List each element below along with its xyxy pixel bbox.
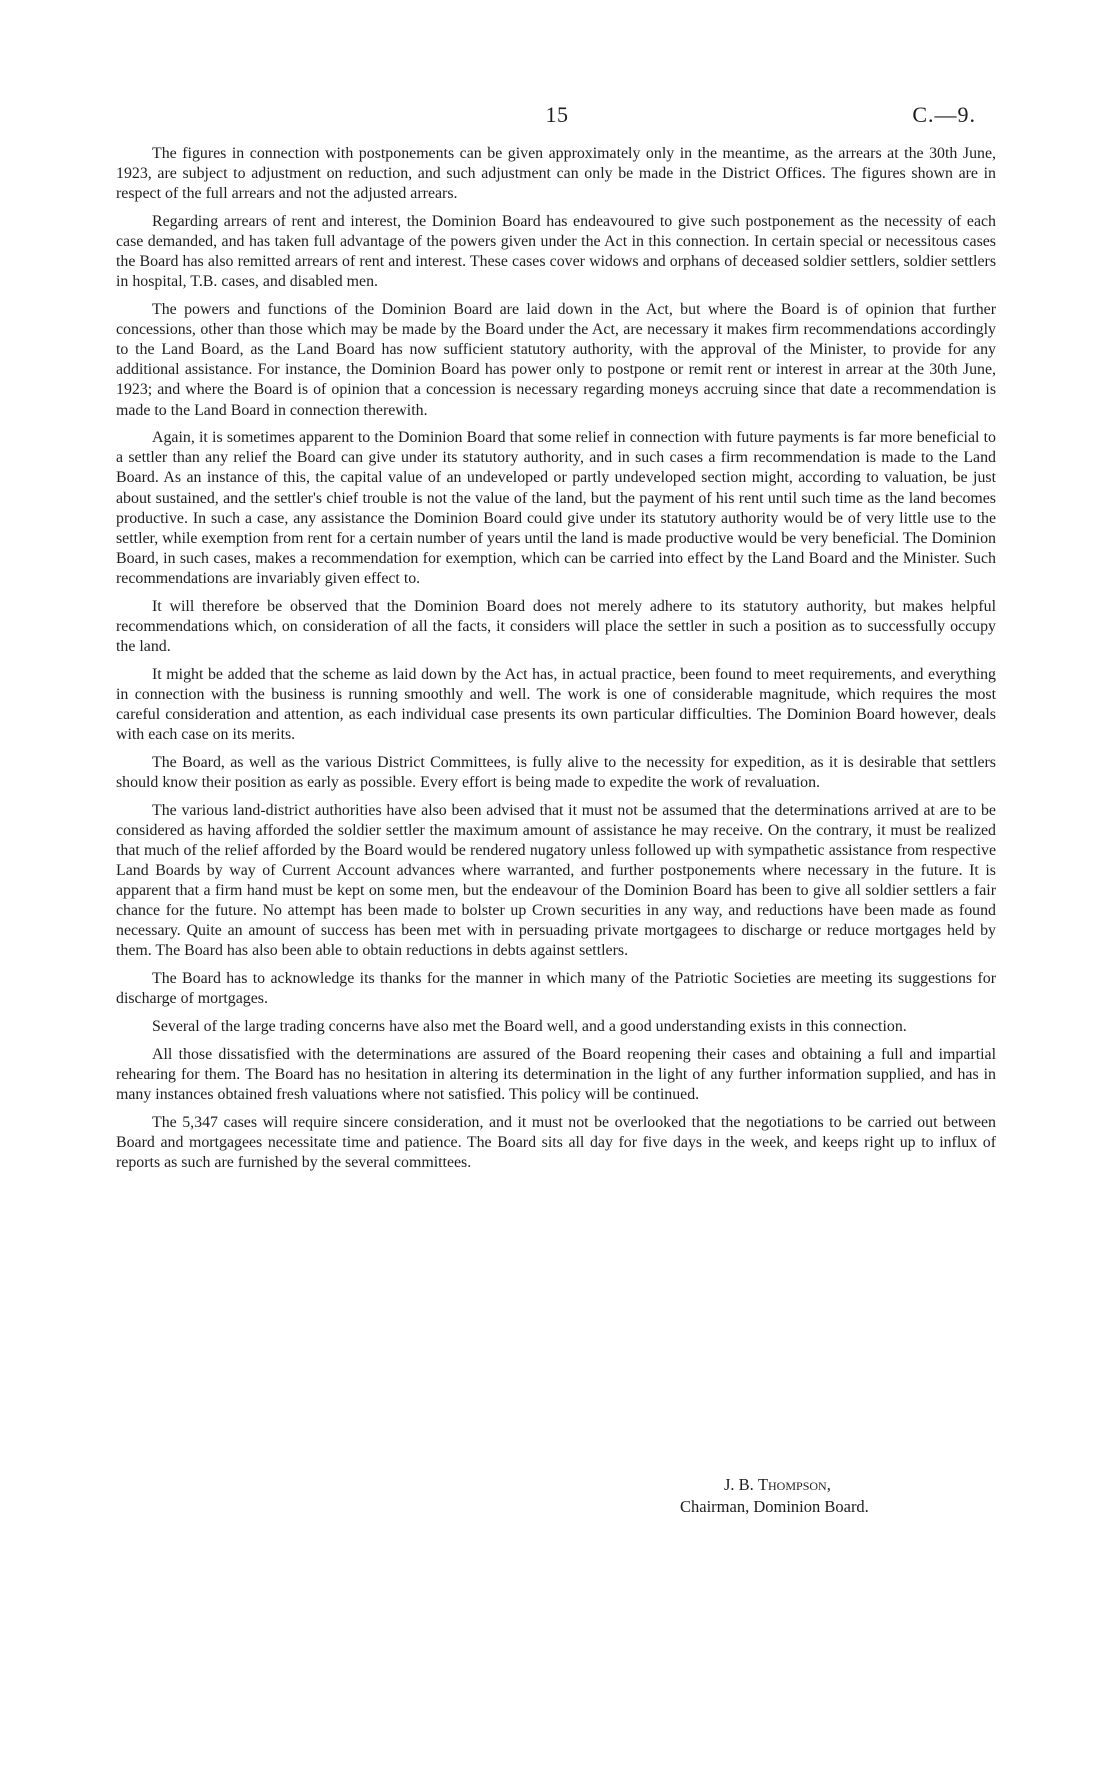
paragraph-powers-functions: The powers and functions of the Dominion Board are laid down in the Act, but where the Board is of opinion that further concessions, other than those which may be made by the Board under the Act, are necessary it makes firm recommendations accordingly to the Land Board, as the Land Board has now sufficient statutory authority, with the approval of the Minister, to provide for any additional assistance. For instance, the Dominion Board has power only to postpone or remit rent or interest in arrear at the 30th June, 1923; and where the Board is of opinion that a concession is necessary regarding moneys accruing since that date a recommendation is made to the Land Board in connection therewith. <box>116 301 996 419</box>
paragraph-scheme-practice: It might be added that the scheme as laid down by the Act has, in actual practice, been found to meet requirements, and everything in connection with the business is running smoothly and well. The work is one of considerable magnitude, which requires the most careful consideration and attention, as each individual case presents its own particular difficulties. The Dominion Board however, deals with each case on its merits. <box>116 665 996 743</box>
paragraph-helpful-recommendations: It will therefore be observed that the Dominion Board does not merely adhere to its statutory authority, but makes helpful recommendations which, on consideration of all the facts, it considers will place the settler in such a position as to successfully occupy the land. <box>116 597 996 655</box>
paragraph-patriotic-societies: The Board has to acknowledge its thanks for the manner in which many of the Patriotic Societies are meeting its suggestions for discharge of mortgages. <box>116 970 996 1008</box>
paragraph-expedition: The Board, as well as the various District Committees, is fully alive to the necessity for expedition, as it is desirable that settlers should know their position as early as possible. Every effort is being made to expedite the work of revaluation. <box>116 753 996 791</box>
paragraph-cases-consideration: The 5,347 cases will require sincere consideration, and it must not be overlooked that the negotiations to be carried out between Board and mortgagees necessitate time and patience. The Board sits all day for five days in the week, and keeps right up to influx of reports as such are furnished by the several committees. <box>116 1113 996 1171</box>
signatory-title: Chairman, Dominion Board. <box>680 1497 869 1516</box>
paragraph-trading-concerns: Several of the large trading concerns have also met the Board well, and a good understanding exists in this connection. <box>152 1017 907 1035</box>
paragraph-arrears-rent-interest: Regarding arrears of rent and interest, the Dominion Board has endeavoured to give such postponement as the necessity of each case demanded, and has taken full advantage of the powers given under the Act in this connection. In certain special or necessitous cases the Board has also remitted arrears of rent and interest. These cases cover widows and orphans of deceased soldier settlers, soldier settlers in hospital, T.B. cases, and disabled men. <box>116 212 996 291</box>
signatory-surname: Thompson, <box>757 1475 831 1494</box>
paragraph-land-district-authorities: The various land-district authorities have also been advised that it must not be assumed that the determinations arrived at are to be considered as having afforded the soldier settler the maximum amount of assistance he may receive. On the contrary, it must be realized that much of the relief afforded by the Board would be rendered nugatory unless followed up with sympathetic assistance from respective Land Boards by way of Current Account advances where warranted, and further postponements where necessary in the future. It is apparent that a firm hand must be kept on some men, but the endeavour of the Dominion Board has been to give all soldier settlers a fair chance for the future. No attempt has been made to bolster up Crown securities in any way, and reductions have been made as found necessary. Quite an amount of success has been met with in persuading private mortgagees to discharge or reduce mortgages held by them. The Board has also been able to obtain reductions in debts against settlers. <box>116 801 996 960</box>
page-number: 15 <box>545 102 569 127</box>
report-body <box>116 144 996 1181</box>
signatory-name <box>724 1474 980 1496</box>
paragraph-rehearing: All those dissatisfied with the determinations are assured of the Board reopening their cases and obtaining a full and impartial rehearing for them. The Board has no hesitation in altering its determination in the light of any further information supplied, and has in many instances obtained fresh valuations where not satisfied. This policy will be continued. <box>116 1045 996 1103</box>
report-code: C.—9. <box>912 102 976 127</box>
signature-block <box>680 1474 980 1518</box>
paragraph-postponement-figures: The figures in connection with postponements can be given approximately only in the meantime, as the arrears at the 30th June, 1923, are subject to adjustment on reduction, and such adjustment can only be made in the District Offices. The figures shown are in respect of the full arrears and not the adjusted arrears. <box>116 145 996 203</box>
paragraph-future-payments-relief: Again, it is sometimes apparent to the Dominion Board that some relief in connection with future payments is far more beneficial to a settler than any relief the Board can give under its statutory authority, and in such cases a firm recommendation is made to the Land Board. As an instance of this, the capital value of an undeveloped or partly undeveloped section might, according to valuation, be just about sustained, and the settler's chief trouble is not the value of the land, but the payment of his rent until such time as the land becomes productive. In such a case, any assistance the Dominion Board could give under its statutory authority would be of very little use to the settler, while exemption from rent for a certain number of years until the land is made productive would be very beneficial. The Dominion Board, in such cases, makes a recommendation for exemption, which can be carried into effect by the Land Board and the Minister. Such recommendations are invariably given effect to. <box>116 429 996 587</box>
signatory-initials: J. B. <box>724 1475 754 1494</box>
